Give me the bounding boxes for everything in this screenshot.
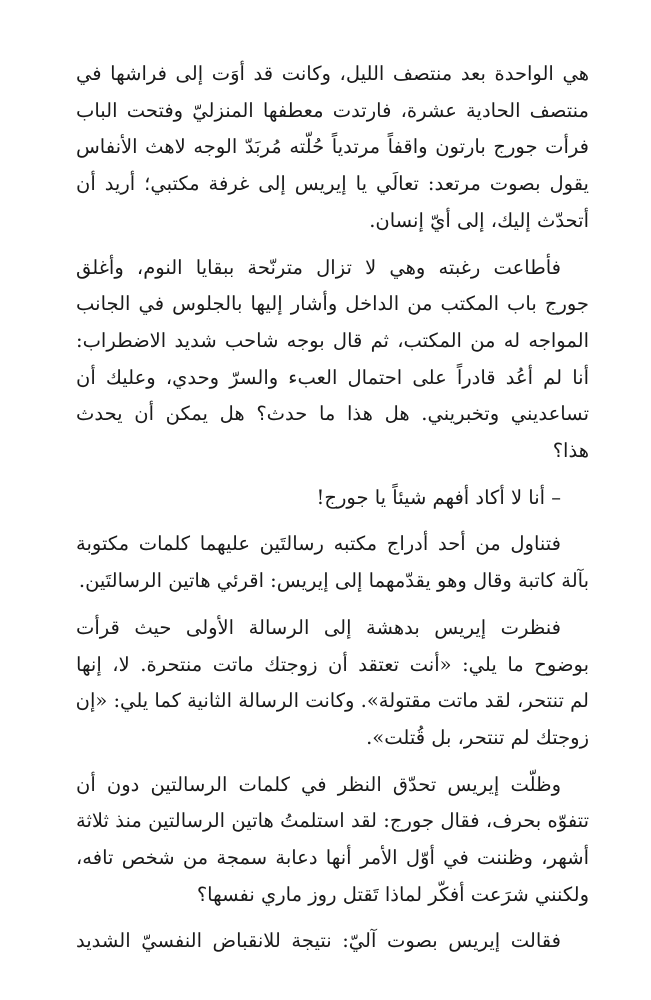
paragraph-3 [76, 480, 589, 517]
document-page [76, 56, 589, 960]
text-line: أتحدّث إليك، إلى أيّ إنسان. [369, 208, 589, 232]
text-line: هي الواحدة بعد منتصف الليل، وكانت قد أوَت إلى فراشها في [76, 62, 589, 85]
paragraph-2 [76, 250, 589, 470]
text-line: أنا لم أعُد قادراً على احتمال العبء والسرّ وحدي، وعليك أن [76, 365, 589, 389]
text-line: بوضوح ما يلي: «أنت تعتقد أن زوجتك ماتت منتحرة. لا، إنها [76, 652, 589, 676]
text-line: هذا؟ [552, 439, 589, 463]
text-line: تتفوّه بحرف، فقال جورج: لقد استلمتُ هاتين الرسالتين منذ ثلاثة [76, 809, 589, 833]
text-line: ولكنني شرَعت أفكّر لماذا تَقتل روز ماري نفسها؟ [196, 882, 589, 906]
text-line: فتناول من أحد أدراج مكتبه رسالتَين عليهما كلمات مكتوبة [76, 532, 561, 556]
text-line: جورج باب المكتب من الداخل وأشار إليها بالجلوس في الجانب [76, 292, 589, 316]
text-line: فرأت جورج بارتون واقفاً مرتدياً حُلّته مُربَدّ الوجه لاهث الأنفاس [76, 135, 589, 159]
text-line: تساعديني وتخبريني. هل هذا ما حدث؟ هل يمكن أن يحدث [76, 402, 589, 426]
text-line: يقول بصوت مرتعد: تعالَي يا إيريس إلى غرفة مكتبي؛ أريد أن [76, 172, 589, 196]
text-line: المواجه له من المكتب، ثم قال بوجه شاحب شديد الاضطراب: [76, 328, 589, 352]
text-line: زوجتك لم تنتحر، بل قُتلت». [366, 725, 589, 749]
text-line: منتصف الحادية عشرة، فارتدت معطفها المنزليّ وفتحت الباب [76, 98, 589, 122]
text-line: فنظرت إيريس بدهشة إلى الرسالة الأولى حيث قرأت [76, 615, 561, 639]
paragraph-1 [76, 56, 589, 240]
text-line: فأطاعت رغبته وهي لا تزال مترنّحة ببقايا النوم، وأغلق [76, 255, 561, 279]
text-line: بآلة كاتبة وقال وهو يقدّمهما إلى إيريس: اقرئي هاتين الرسالتَين. [78, 569, 589, 593]
text-line: لم تنتحر، لقد ماتت مقتولة». وكانت الرسالة الثانية كما يلي: «إن [75, 689, 589, 713]
text-line: فقالت إيريس بصوت آليّ: نتيجة للانقباض النفسيّ الشديد [76, 929, 561, 953]
paragraph-6 [76, 767, 589, 914]
paragraph-7 [76, 923, 589, 960]
text-line: أشهر، وظننت في أوّل الأمر أنها دعابة سمجة من شخص تافه، [76, 846, 589, 870]
text-line: – أنا لا أكاد أفهم شيئاً يا جورج! [316, 485, 561, 509]
text-line: وظلّت إيريس تحدّق النظر في كلمات الرسالتين دون أن [76, 772, 561, 796]
paragraph-4 [76, 526, 589, 599]
paragraph-5 [76, 610, 589, 757]
